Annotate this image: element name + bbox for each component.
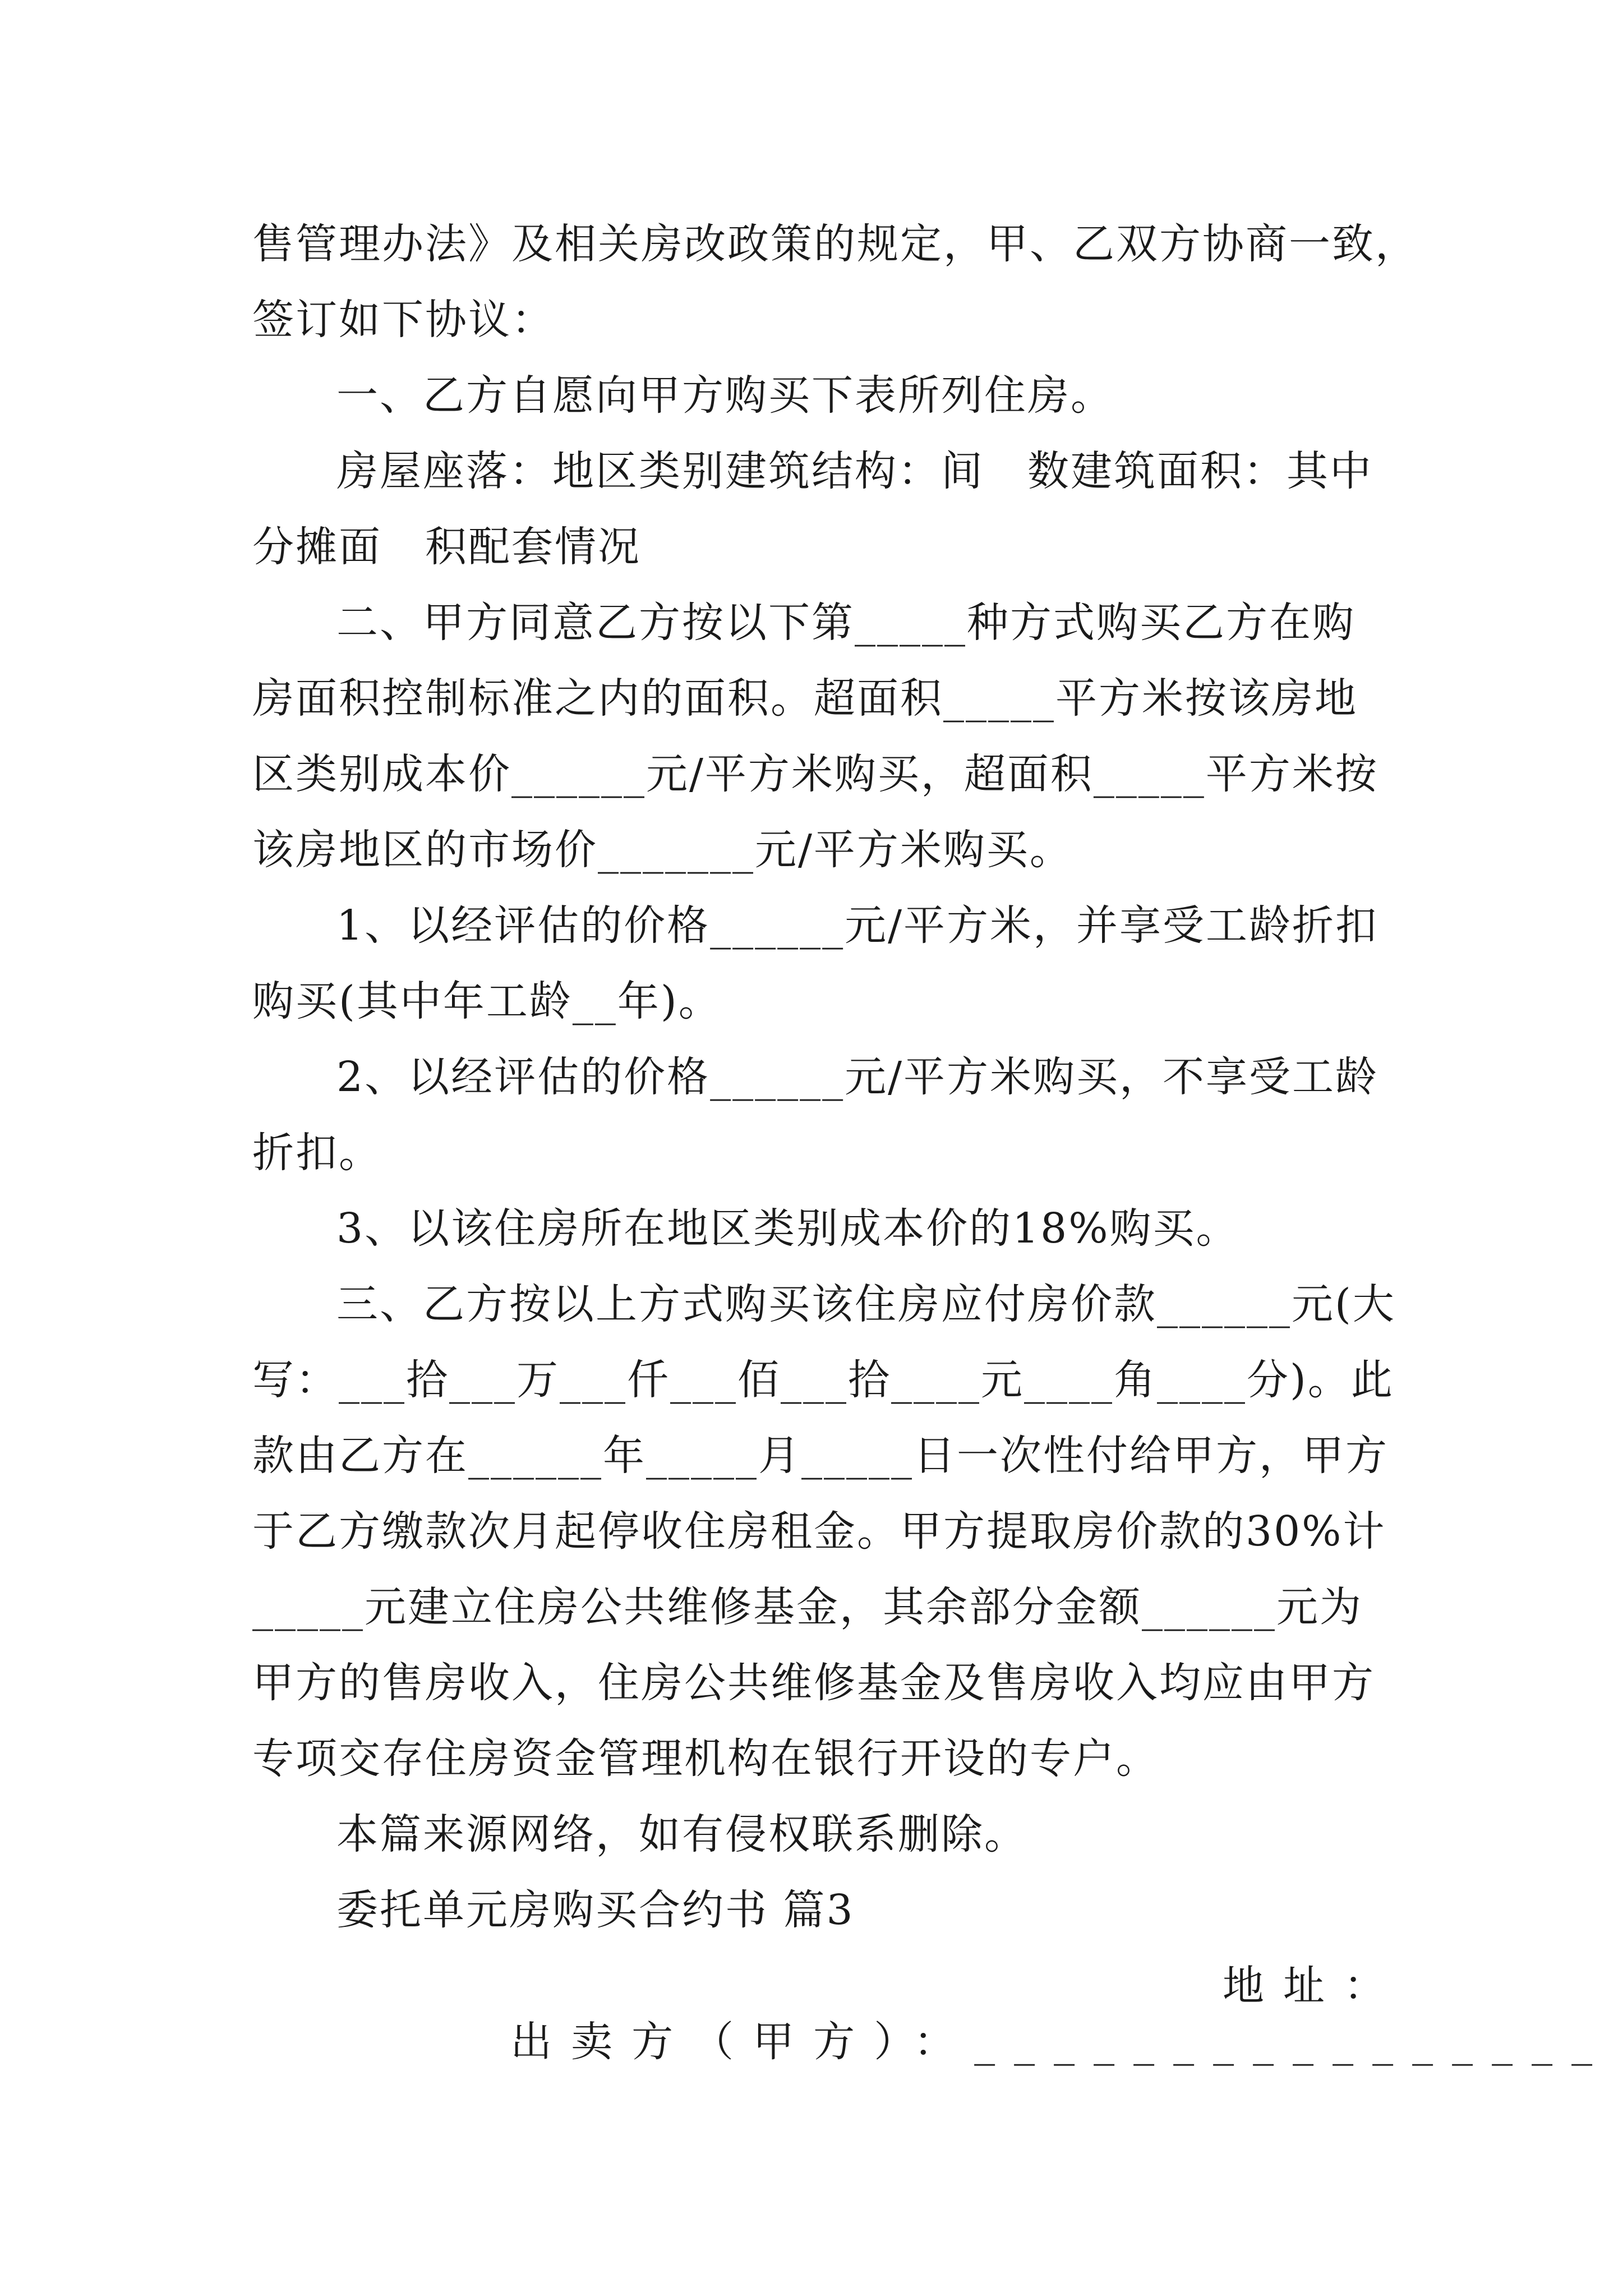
clause-3-line-5: _____元建立住房公共维修基金，其余部分金额______元为 [252, 1583, 1363, 1631]
address-label: 地址： [1223, 1962, 1404, 2010]
seller-label: 出卖方（甲方）：________________ [510, 2018, 1612, 2066]
option-2-line-2: 折扣。 [252, 1129, 382, 1177]
clause-3-line-4: 于乙方缴款次月起停收住房租金。甲方提取房价款的30%计 [252, 1507, 1386, 1556]
option-1-line-2: 购买(其中年工龄__年)。 [252, 977, 722, 1025]
clause-2-line-3: 区类别成本价______元/平方米购买，超面积_____平方米按 [252, 750, 1378, 798]
option-1-line-1: 1、以经评估的价格______元/平方米，并享受工龄折扣 [336, 901, 1379, 950]
text-line-2: 签订如下协议： [252, 296, 555, 344]
property-info-line-2: 分摊面 积配套情况 [252, 523, 641, 571]
clause-3-line-7: 专项交存住房资金管理机构在银行开设的专户。 [252, 1734, 1159, 1783]
option-3-line: 3、以该住房所在地区类别成本价的18%购买。 [336, 1204, 1239, 1253]
clause-3-line-2: 写：___拾___万___仟___佰___拾____元____角____分)。此 [252, 1356, 1394, 1404]
clause-2-line-4: 该房地区的市场价_______元/平方米购买。 [252, 826, 1073, 874]
clause-3-line-6: 甲方的售房收入，住房公共维修基金及售房收入均应由甲方 [252, 1659, 1375, 1707]
property-info-line: 房屋座落：地区类别建筑结构：间 数建筑面积：其中 [336, 447, 1373, 495]
source-note: 本篇来源网络，如有侵权联系删除。 [336, 1810, 1027, 1858]
clause-3-line-3: 款由乙方在______年_____月_____日一次性付给甲方，甲方 [252, 1432, 1389, 1480]
clause-2-line-2: 房面积控制标准之内的面积。超面积_____平方米按该房地 [252, 674, 1358, 723]
clause-3-line-1: 三、乙方按以上方式购买该住房应付房价款______元(大 [336, 1280, 1396, 1328]
option-2-line-1: 2、以经评估的价格______元/平方米购买，不享受工龄 [336, 1053, 1379, 1101]
text-line-1: 售管理办法》及相关房改政策的规定，甲、乙双方协商一致， [252, 220, 1418, 268]
clause-1-heading: 一、乙方自愿向甲方购买下表所列住房。 [336, 371, 1114, 420]
clause-2-line-1: 二、甲方同意乙方按以下第_____种方式购买乙方在购 [336, 599, 1355, 647]
section-title: 委托单元房购买合约书 篇3 [336, 1886, 855, 1934]
seller-line [381, 1958, 1611, 2182]
